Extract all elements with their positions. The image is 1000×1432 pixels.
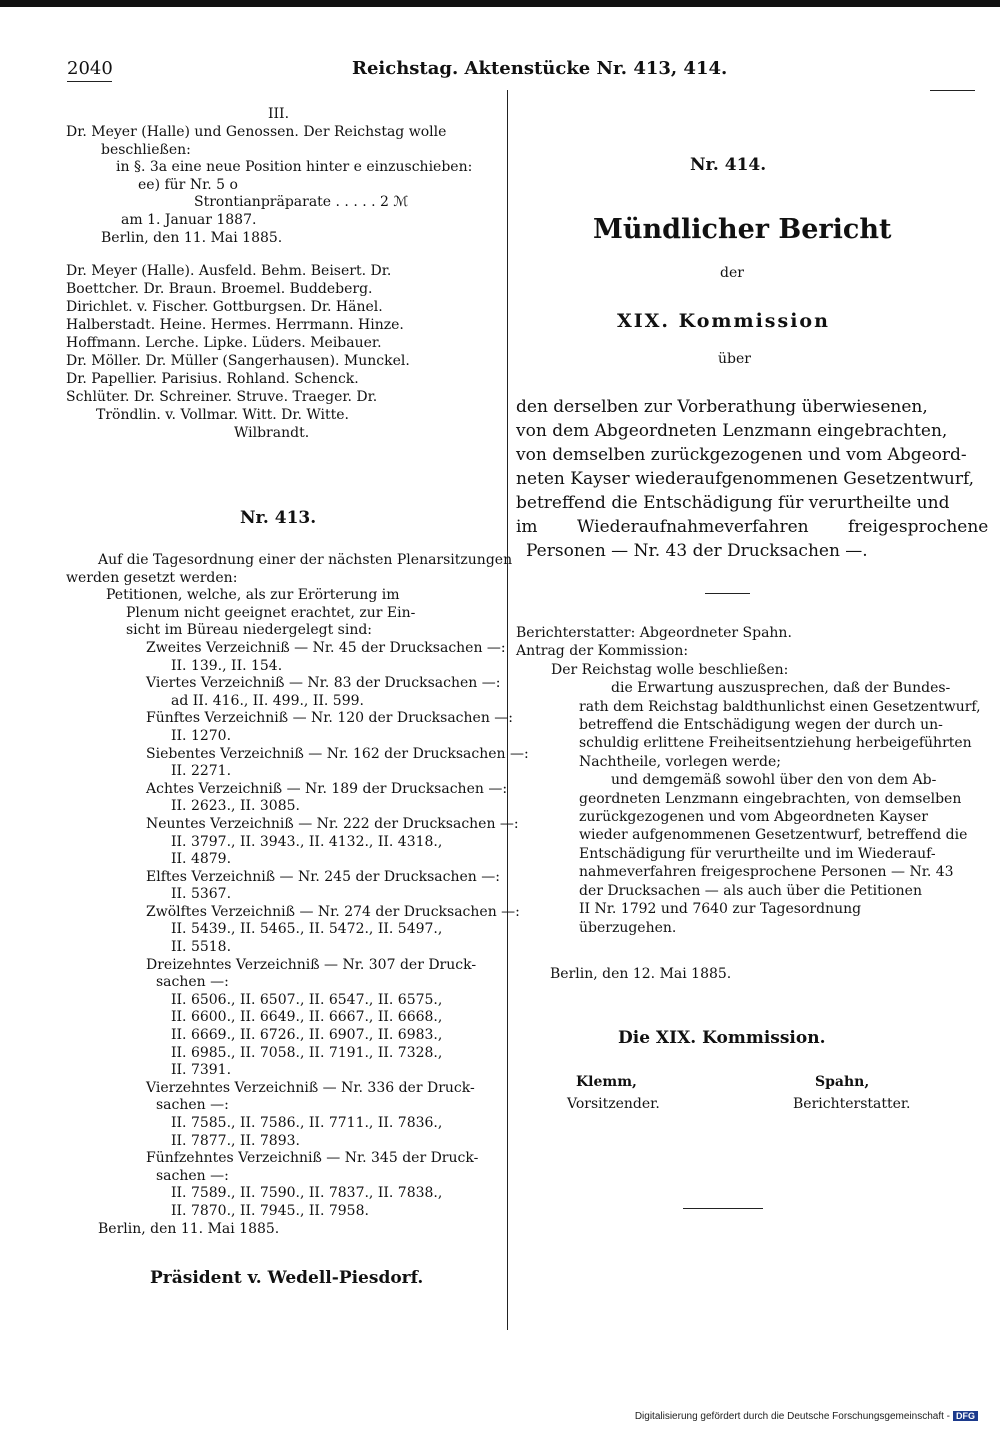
- report-body: [516, 624, 981, 937]
- list-entries: II. 5439., II. 5465., II. 5472., II. 5497.,: [171, 921, 443, 938]
- motion-date: Berlin, den 11. Mai 1885.: [101, 229, 283, 246]
- signatory-line: Dr. Meyer (Halle). Ausfeld. Behm. Beisert. Dr.: [66, 263, 392, 279]
- list-heading: Siebentes Verzeichniß — Nr. 162 der Drucksachen —:: [146, 745, 529, 762]
- der-label: der: [720, 265, 744, 281]
- list-entries: II. 1270.: [171, 727, 232, 744]
- commission-title: XIX. Kommission: [617, 310, 830, 332]
- list-entries: II. 7589., II. 7590., II. 7837., II. 7838.,: [171, 1185, 443, 1202]
- dfg-logo: DFG: [953, 1411, 978, 1421]
- list-entries: II. 2623., II. 3085.: [171, 798, 300, 815]
- scan-top-border: [0, 0, 1000, 7]
- p2-line: der Drucksachen — als auch über die Petitionen: [579, 882, 922, 899]
- subject-line: neten Kayser wiederaufgenommenen Gesetzentwurf,: [516, 469, 975, 489]
- antrag-line: Antrag der Kommission:: [516, 643, 689, 660]
- chair-role: Vorsitzender.: [567, 1096, 660, 1112]
- list-entries: II. 7391.: [171, 1062, 232, 1079]
- commission-signature: Die XIX. Kommission.: [618, 1028, 826, 1048]
- header-rule-right: [930, 90, 975, 91]
- subject-rule: [705, 593, 750, 594]
- nr-413-date: Berlin, den 11. Mai 1885.: [98, 1220, 280, 1237]
- p2-line: geordneten Lenzmann eingebrachten, von demselben: [579, 790, 962, 807]
- p1-line: betreffend die Entschädigung wegen der durch un-: [579, 717, 943, 734]
- signatories-block: [66, 262, 498, 442]
- end-rule: [683, 1208, 763, 1209]
- list-heading: Neuntes Verzeichniß — Nr. 222 der Drucksachen —:: [146, 815, 519, 832]
- reporter-line: Berichterstatter: Abgeordneter Spahn.: [516, 625, 792, 641]
- subject-line: von dem Abgeordneten Lenzmann eingebrachten,: [516, 421, 948, 441]
- p2-line: Entschädigung für verurtheilte und im Wiederauf-: [579, 845, 936, 862]
- p2-line: zurückgezogenen und vom Abgeordneten Kayser: [579, 809, 928, 826]
- motion-line: in §. 3a eine neue Position hinter e einzuschieben:: [116, 159, 473, 176]
- list-entries: II. 4879.: [171, 851, 232, 868]
- p2-line: und demgemäß sowohl über den von dem Ab-: [611, 772, 937, 789]
- report-title: Mündlicher Bericht: [593, 214, 892, 245]
- section-3-text: [66, 124, 498, 247]
- list-heading: Fünfzehntes Verzeichniß — Nr. 345 der Druck-: [146, 1150, 479, 1167]
- signatory-line: Dr. Möller. Dr. Müller (Sangerhausen). Munckel.: [66, 353, 410, 369]
- signatory-line: Schlüter. Dr. Schreiner. Struve. Traeger. Dr.: [66, 389, 378, 405]
- signatory-line: Boettcher. Dr. Braun. Broemel. Buddeberg.: [66, 281, 373, 297]
- nr-413-heading: Nr. 413.: [240, 508, 317, 528]
- nr-414-heading: Nr. 414.: [690, 155, 767, 175]
- list-entries: II. 2271.: [171, 763, 232, 780]
- list-entries: II. 7585., II. 7586., II. 7711., II. 7836.,: [171, 1115, 443, 1131]
- signatory-line: Dirichlet. v. Fischer. Gottburgsen. Dr. Hänel.: [66, 299, 383, 315]
- list-heading: Fünftes Verzeichniß — Nr. 120 der Drucksachen —:: [146, 710, 514, 727]
- list-heading: Elftes Verzeichniß — Nr. 245 der Drucksachen —:: [146, 868, 500, 885]
- petitions-line: Plenum nicht geeignet erachtet, zur Ein-: [126, 604, 416, 621]
- list-entries: II. 139., II. 154.: [171, 657, 283, 674]
- motion-line: beschließen:: [101, 141, 191, 158]
- motion-line: ee) für Nr. 5 o: [138, 176, 238, 193]
- list-heading: sachen —:: [156, 1097, 229, 1114]
- signatory-line: Wilbrandt.: [234, 425, 310, 441]
- nr-413-body: [66, 552, 529, 1238]
- list-heading: sachen —:: [156, 1167, 229, 1184]
- list-entries: II. 7870., II. 7945., II. 7958.: [171, 1202, 369, 1219]
- president-signature: Präsident v. Wedell-Piesdorf.: [150, 1268, 424, 1288]
- list-entries: II. 6669., II. 6726., II. 6907., II. 6983.,: [171, 1027, 443, 1044]
- list-entries: II. 6600., II. 6649., II. 6667., II. 6668.,: [171, 1009, 443, 1026]
- signatory-line: Halberstadt. Heine. Hermes. Herrmann. Hinze.: [66, 317, 404, 333]
- petitions-line: sicht im Büreau niedergelegt sind:: [126, 622, 373, 639]
- list-entries: II. 5367.: [171, 886, 232, 903]
- subject-line: den derselben zur Vorberathung überwiesenen,: [516, 397, 928, 417]
- list-heading: Vierzehntes Verzeichniß — Nr. 336 der Druck-: [146, 1079, 475, 1096]
- list-heading: sachen —:: [156, 974, 229, 991]
- list-entries: II. 7877., II. 7893.: [171, 1132, 300, 1149]
- list-heading: Dreizehntes Verzeichniß — Nr. 307 der Druck-: [146, 956, 477, 973]
- subject-line: von demselben zurückgezogenen und vom Abgeord-: [516, 445, 967, 465]
- reporter-role: Berichterstatter.: [793, 1096, 911, 1112]
- running-title: Reichstag. Aktenstücke Nr. 413, 414.: [352, 58, 728, 79]
- header-rule-left: [67, 81, 112, 82]
- p2-line: wieder aufgenommenen Gesetzentwurf, betreffend die: [579, 827, 968, 844]
- motion-line: Dr. Meyer (Halle) und Genossen. Der Reichstag wolle: [66, 124, 447, 140]
- list-entries: ad II. 416., II. 499., II. 599.: [171, 692, 364, 709]
- p1-line: rath dem Reichstag baldthunlichst einen Gesetzentwurf,: [579, 698, 981, 715]
- page-number: 2040: [67, 58, 113, 79]
- p1-line: Nachtheile, vorlegen werde;: [579, 753, 781, 770]
- report-subject: [516, 395, 989, 563]
- signatory-line: Dr. Papellier. Parisius. Rohland. Schenck.: [66, 371, 359, 387]
- p1-line: die Erwartung auszusprechen, daß der Bundes-: [611, 680, 951, 697]
- list-entries: II. 5518.: [171, 939, 232, 956]
- signatory-line: Tröndlin. v. Vollmar. Witt. Dr. Witte.: [96, 407, 350, 423]
- subject-line: im Wiederaufnahmeverfahren freigesprochene: [516, 517, 989, 537]
- list-heading: Zweites Verzeichniß — Nr. 45 der Drucksachen —:: [146, 639, 506, 656]
- list-entries: II. 3797., II. 3943., II. 4132., II. 4318.,: [171, 833, 443, 850]
- p2-line: überzugehen.: [579, 919, 677, 936]
- reporter-name: Spahn,: [815, 1074, 870, 1090]
- list-entries: II. 6985., II. 7058., II. 7191., II. 7328.,: [171, 1044, 443, 1061]
- ueber-label: über: [718, 351, 751, 367]
- list-heading: Viertes Verzeichniß — Nr. 83 der Drucksachen —:: [146, 675, 501, 692]
- motion-line: Strontianpräparate . . . . . 2 ℳ: [194, 194, 409, 211]
- p2-line: nahmeverfahren freigesprochene Personen — Nr. 43: [579, 864, 954, 881]
- intro-line: Auf die Tagesordnung einer der nächsten Plenarsitzungen: [98, 552, 513, 568]
- digitization-footer: [635, 1411, 978, 1422]
- list-entries: II. 6506., II. 6507., II. 6547., II. 6575.,: [171, 991, 443, 1008]
- signatory-line: Hoffmann. Lerche. Lipke. Lüders. Meibauer.: [66, 335, 382, 351]
- p1-line: schuldig erlittene Freiheitsentziehung herbeigeführten: [579, 735, 972, 752]
- subject-line: Personen — Nr. 43 der Drucksachen —.: [526, 541, 868, 561]
- list-heading: Zwölftes Verzeichniß — Nr. 274 der Drucksachen —:: [146, 903, 520, 920]
- resolve-line: Der Reichstag wolle beschließen:: [551, 661, 789, 678]
- intro-line: werden gesetzt werden:: [66, 569, 238, 586]
- section-numeral: III.: [268, 106, 290, 122]
- motion-line: am 1. Januar 1887.: [121, 211, 257, 228]
- petitions-line: Petitionen, welche, als zur Erörterung im: [106, 587, 400, 604]
- nr-414-date: Berlin, den 12. Mai 1885.: [550, 966, 732, 982]
- footer-text: Digitalisierung gefördert durch die Deutsche Forschungsgemeinschaft -: [634, 1411, 950, 1422]
- list-heading: Achtes Verzeichniß — Nr. 189 der Drucksachen —:: [146, 780, 508, 797]
- chair-name: Klemm,: [576, 1074, 637, 1090]
- p2-line: II Nr. 1792 und 7640 zur Tagesordnung: [579, 901, 862, 918]
- subject-line: betreffend die Entschädigung für verurtheilte und: [516, 493, 950, 513]
